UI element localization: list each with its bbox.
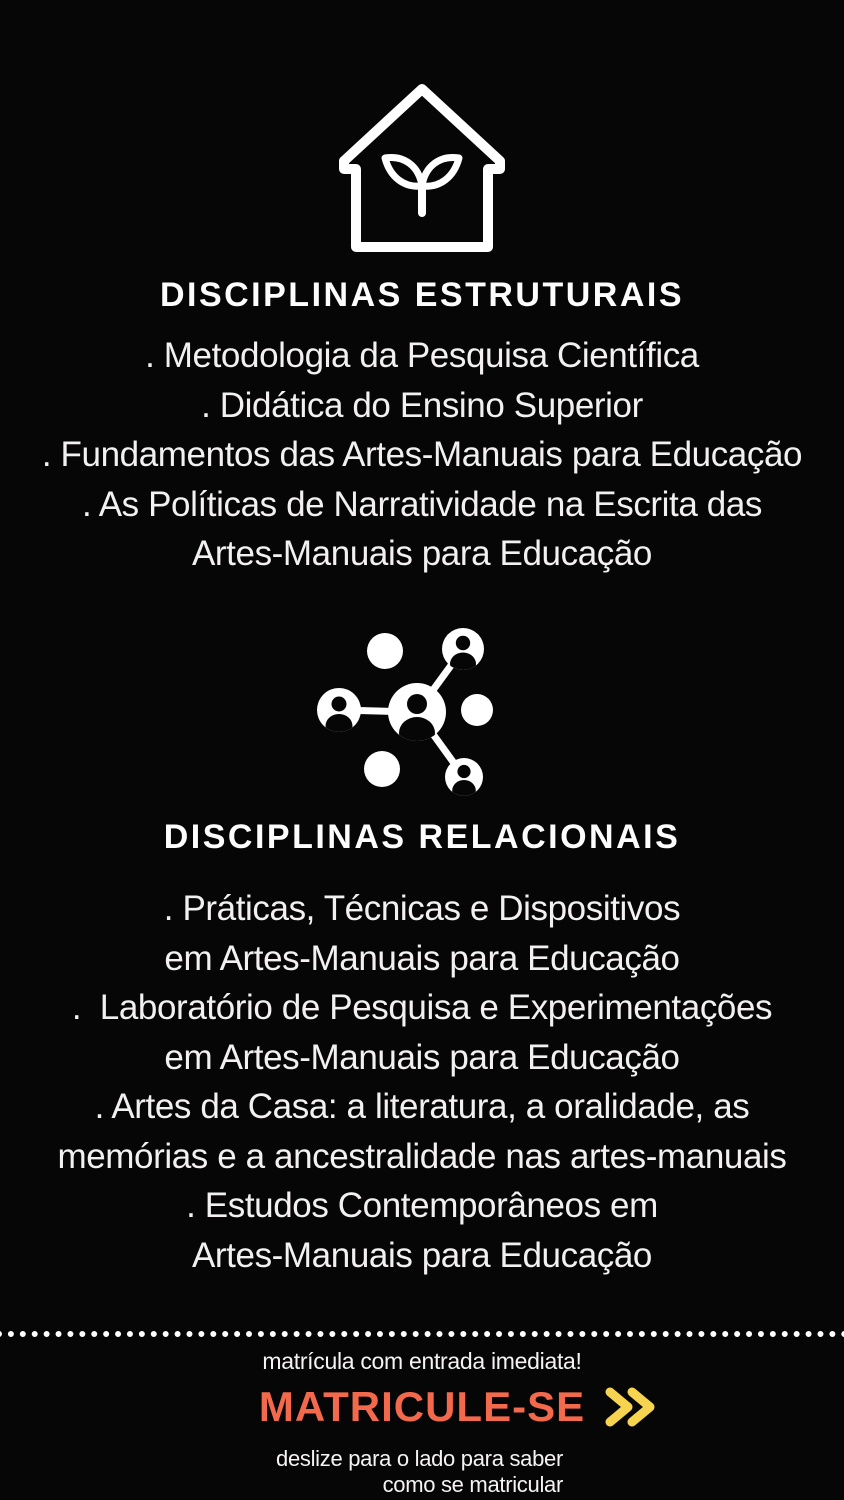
people-network-icon [312, 602, 532, 812]
section-title-relational: DISCIPLINAS RELACIONAIS [163, 818, 681, 856]
discipline-line: . Metodologia da Pesquisa Científica [145, 336, 699, 375]
discipline-line: . Didática do Ensino Superior [201, 385, 643, 425]
discipline-line: memórias e a ancestralidade nas artes-manuais [57, 1136, 787, 1176]
discipline-line: . Práticas, Técnicas e Dispositivos [163, 889, 681, 928]
relational-disciplines-list [0, 884, 844, 1280]
dotted-divider [0, 1331, 844, 1337]
double-chevron-right-icon [605, 1386, 657, 1428]
cta-row [36, 1383, 844, 1431]
discipline-line: em Artes-Manuais para Educação [164, 1037, 680, 1077]
discipline-line: Artes-Manuais para Educação [191, 1235, 652, 1275]
house-sprout-icon [334, 83, 510, 255]
discipline-line: . Laboratório de Pesquisa e Experimentações [71, 988, 773, 1027]
matricule-se-cta[interactable]: MATRICULE-SE [258, 1383, 586, 1430]
swipe-hint-line: deslize para o lado para saber [276, 1446, 563, 1471]
discipline-line: . Fundamentos das Artes-Manuais para Educação [41, 435, 803, 474]
swipe-hint-line: como se matricular [382, 1472, 563, 1497]
enrollment-note: matrícula com entrada imediata! [262, 1348, 582, 1374]
swipe-hint [276, 1446, 563, 1498]
structural-disciplines-list [0, 331, 844, 579]
section-title-structural: DISCIPLINAS ESTRUTURAIS [159, 276, 685, 314]
discipline-line: Artes-Manuais para Educação [191, 534, 652, 573]
discipline-line: em Artes-Manuais para Educação [164, 938, 680, 978]
discipline-line: . Estudos Contemporâneos em [186, 1186, 658, 1225]
discipline-line: . As Políticas de Narratividade na Escrita das [82, 484, 762, 524]
discipline-line: . Artes da Casa: a literatura, a oralidade, as [94, 1087, 750, 1126]
